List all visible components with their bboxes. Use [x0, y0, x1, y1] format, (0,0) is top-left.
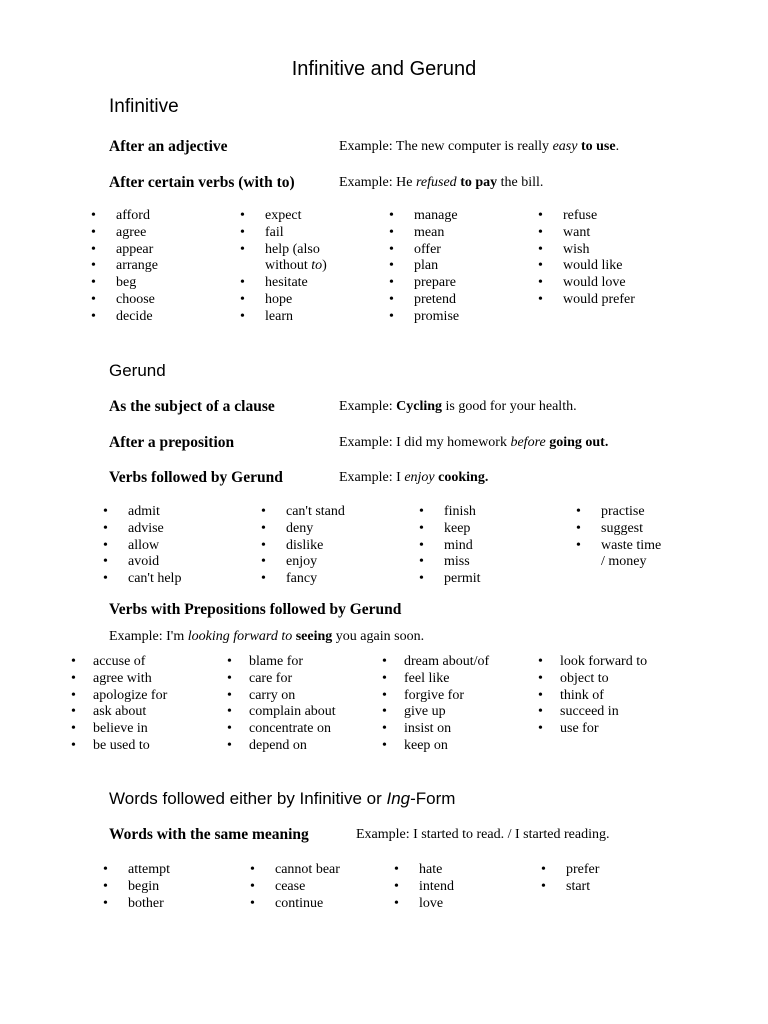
- list-item: • wish: [538, 242, 635, 259]
- list-item: • offer: [389, 242, 459, 259]
- preposition-verb-list-4: [538, 654, 647, 738]
- example-italic: enjoy: [404, 470, 435, 485]
- list-item: • give up: [382, 704, 489, 721]
- list-item: • would like: [538, 258, 635, 275]
- list-item: • begin: [103, 879, 170, 896]
- list-item: • expect: [240, 208, 327, 225]
- example-text: .: [615, 139, 620, 154]
- list-item: • attempt: [103, 862, 170, 879]
- example-text: Example: I'm: [109, 629, 188, 644]
- example-text: is good for your health.: [442, 399, 577, 414]
- example-prepositions-gerund: [109, 629, 424, 645]
- list-item: • continue: [250, 896, 340, 913]
- gerund-verb-list-4: [576, 504, 661, 571]
- example-text: Example: He: [339, 175, 416, 190]
- list-item: • pretend: [389, 292, 459, 309]
- either-verb-list-4: [541, 862, 599, 896]
- list-item: • can't help: [103, 571, 181, 588]
- example-text: the bill.: [497, 175, 544, 190]
- list-item: • care for: [227, 671, 336, 688]
- list-item: • agree: [91, 225, 158, 242]
- either-verb-list-2: [250, 862, 340, 912]
- page-title: Infinitive and Gerund: [291, 58, 477, 80]
- example-italic: easy: [552, 139, 578, 154]
- list-item-continuation: / money: [601, 554, 647, 570]
- list-item: • blame for: [227, 654, 336, 671]
- example-bold: to pay: [460, 175, 498, 190]
- rule-label-after-verbs: After certain verbs (with to): [109, 174, 295, 191]
- list-item: • finish: [419, 504, 481, 521]
- list-item: • object to: [538, 671, 647, 688]
- example-italic: refused: [415, 175, 457, 190]
- list-item: • can't stand: [261, 504, 345, 521]
- list-item: • succeed in: [538, 704, 647, 721]
- example-italic: looking forward to: [187, 629, 293, 644]
- section-heading-infinitive: Infinitive: [109, 96, 179, 117]
- list-item: • love: [394, 896, 454, 913]
- preposition-verb-list-1: [71, 654, 167, 755]
- list-item: • want: [538, 225, 635, 242]
- either-verb-list-1: [103, 862, 170, 912]
- list-item: • would prefer: [538, 292, 635, 309]
- list-item: • look forward to: [538, 654, 647, 671]
- list-item: • ask about: [71, 704, 167, 721]
- list-item: • forgive for: [382, 688, 489, 705]
- list-item: • complain about: [227, 704, 336, 721]
- list-item: • hesitate: [240, 275, 327, 292]
- list-item: • beg: [91, 275, 158, 292]
- section-heading-either: [109, 789, 455, 809]
- gerund-verb-list-3: [419, 504, 481, 588]
- list-item: • insist on: [382, 721, 489, 738]
- example-bold: going out.: [549, 435, 609, 450]
- list-item: • mind: [419, 538, 481, 555]
- example-bold: to use: [580, 139, 616, 154]
- rule-label-prepositions-gerund: Verbs with Prepositions followed by Gerund: [109, 601, 402, 618]
- list-item: • dislike: [261, 538, 345, 555]
- rule-label-after-adjective: After an adjective: [109, 138, 228, 155]
- example-after-adjective: [339, 139, 619, 155]
- list-item: • allow: [103, 538, 181, 555]
- example-text: Example:: [339, 399, 397, 414]
- list-item: • enjoy: [261, 554, 345, 571]
- heading-text: Words followed either by Infinitive or: [109, 789, 387, 808]
- list-item: • avoid: [103, 554, 181, 571]
- list-item: • plan: [389, 258, 459, 275]
- list-item: • afford: [91, 208, 158, 225]
- list-item: • feel like: [382, 671, 489, 688]
- list-item: • would love: [538, 275, 635, 292]
- list-item: • learn: [240, 309, 327, 326]
- list-item: • carry on: [227, 688, 336, 705]
- example-verbs-gerund: [339, 470, 488, 486]
- list-item: • be used to: [71, 738, 167, 755]
- list-item-italic: to: [311, 258, 323, 274]
- list-item: • intend: [394, 879, 454, 896]
- list-item: • keep: [419, 521, 481, 538]
- example-bold: seeing: [295, 629, 333, 644]
- list-item: • manage: [389, 208, 459, 225]
- list-item: • hope: [240, 292, 327, 309]
- rule-label-same-meaning: Words with the same meaning: [109, 826, 309, 843]
- example-bold: cooking.: [438, 470, 489, 485]
- list-item: • agree with: [71, 671, 167, 688]
- preposition-verb-list-2: [227, 654, 336, 755]
- rule-label-verbs-gerund: Verbs followed by Gerund: [109, 469, 283, 486]
- infinitive-verb-list-1: [91, 208, 158, 326]
- rule-label-preposition: After a preposition: [109, 434, 235, 451]
- list-item: • refuse: [538, 208, 635, 225]
- list-item: • bother: [103, 896, 170, 913]
- list-item: • cease: [250, 879, 340, 896]
- list-item: • admit: [103, 504, 181, 521]
- list-item: • appear: [91, 242, 158, 259]
- preposition-verb-list-3: [382, 654, 489, 755]
- list-item: • mean: [389, 225, 459, 242]
- infinitive-verb-list-3: [389, 208, 459, 326]
- list-item: • believe in: [71, 721, 167, 738]
- list-item: • dream about/of: [382, 654, 489, 671]
- list-item: • practise: [576, 504, 661, 521]
- list-item: • accuse of: [71, 654, 167, 671]
- example-preposition: [339, 435, 608, 451]
- section-heading-gerund: Gerund: [109, 361, 166, 380]
- list-item: • waste time: [576, 538, 661, 555]
- list-item: • permit: [419, 571, 481, 588]
- list-item: • advise: [103, 521, 181, 538]
- example-text: Example: I did my homework: [339, 435, 511, 450]
- gerund-verb-list-1: [103, 504, 181, 588]
- list-item: • concentrate on: [227, 721, 336, 738]
- example-text: Example: The new computer is really: [339, 139, 553, 154]
- list-item: • decide: [91, 309, 158, 326]
- list-item: • deny: [261, 521, 345, 538]
- list-item: [576, 554, 661, 571]
- list-item: • fancy: [261, 571, 345, 588]
- example-italic: before: [510, 435, 546, 450]
- example-subject: [339, 399, 577, 415]
- rule-label-subject: As the subject of a clause: [109, 398, 275, 415]
- list-item: • miss: [419, 554, 481, 571]
- example-text: you again soon.: [332, 629, 425, 644]
- infinitive-verb-list-4: [538, 208, 635, 309]
- infinitive-verb-list-2: [240, 208, 327, 326]
- example-after-verbs: [339, 175, 543, 191]
- list-item: • arrange: [91, 258, 158, 275]
- list-item-text: without: [265, 258, 312, 274]
- list-item: • prefer: [541, 862, 599, 879]
- list-item-text: help (also: [265, 241, 320, 257]
- list-item: • use for: [538, 721, 647, 738]
- list-item: • apologize for: [71, 688, 167, 705]
- list-item: • fail: [240, 225, 327, 242]
- list-item: • suggest: [576, 521, 661, 538]
- list-item: • depend on: [227, 738, 336, 755]
- list-item: [240, 242, 327, 276]
- list-item: • hate: [394, 862, 454, 879]
- list-item: • prepare: [389, 275, 459, 292]
- list-item: • cannot bear: [250, 862, 340, 879]
- example-text: Example: I: [339, 470, 405, 485]
- heading-text: -Form: [410, 789, 456, 808]
- list-item: • think of: [538, 688, 647, 705]
- either-verb-list-3: [394, 862, 454, 912]
- gerund-verb-list-2: [261, 504, 345, 588]
- example-same-meaning: Example: I started to read. / I started reading.: [356, 827, 610, 842]
- heading-italic: Ing: [386, 789, 411, 808]
- list-item-text: ): [322, 258, 327, 274]
- list-item: • keep on: [382, 738, 489, 755]
- list-item: • choose: [91, 292, 158, 309]
- example-bold: Cycling: [396, 399, 443, 414]
- list-item: • start: [541, 879, 599, 896]
- list-item: • promise: [389, 309, 459, 326]
